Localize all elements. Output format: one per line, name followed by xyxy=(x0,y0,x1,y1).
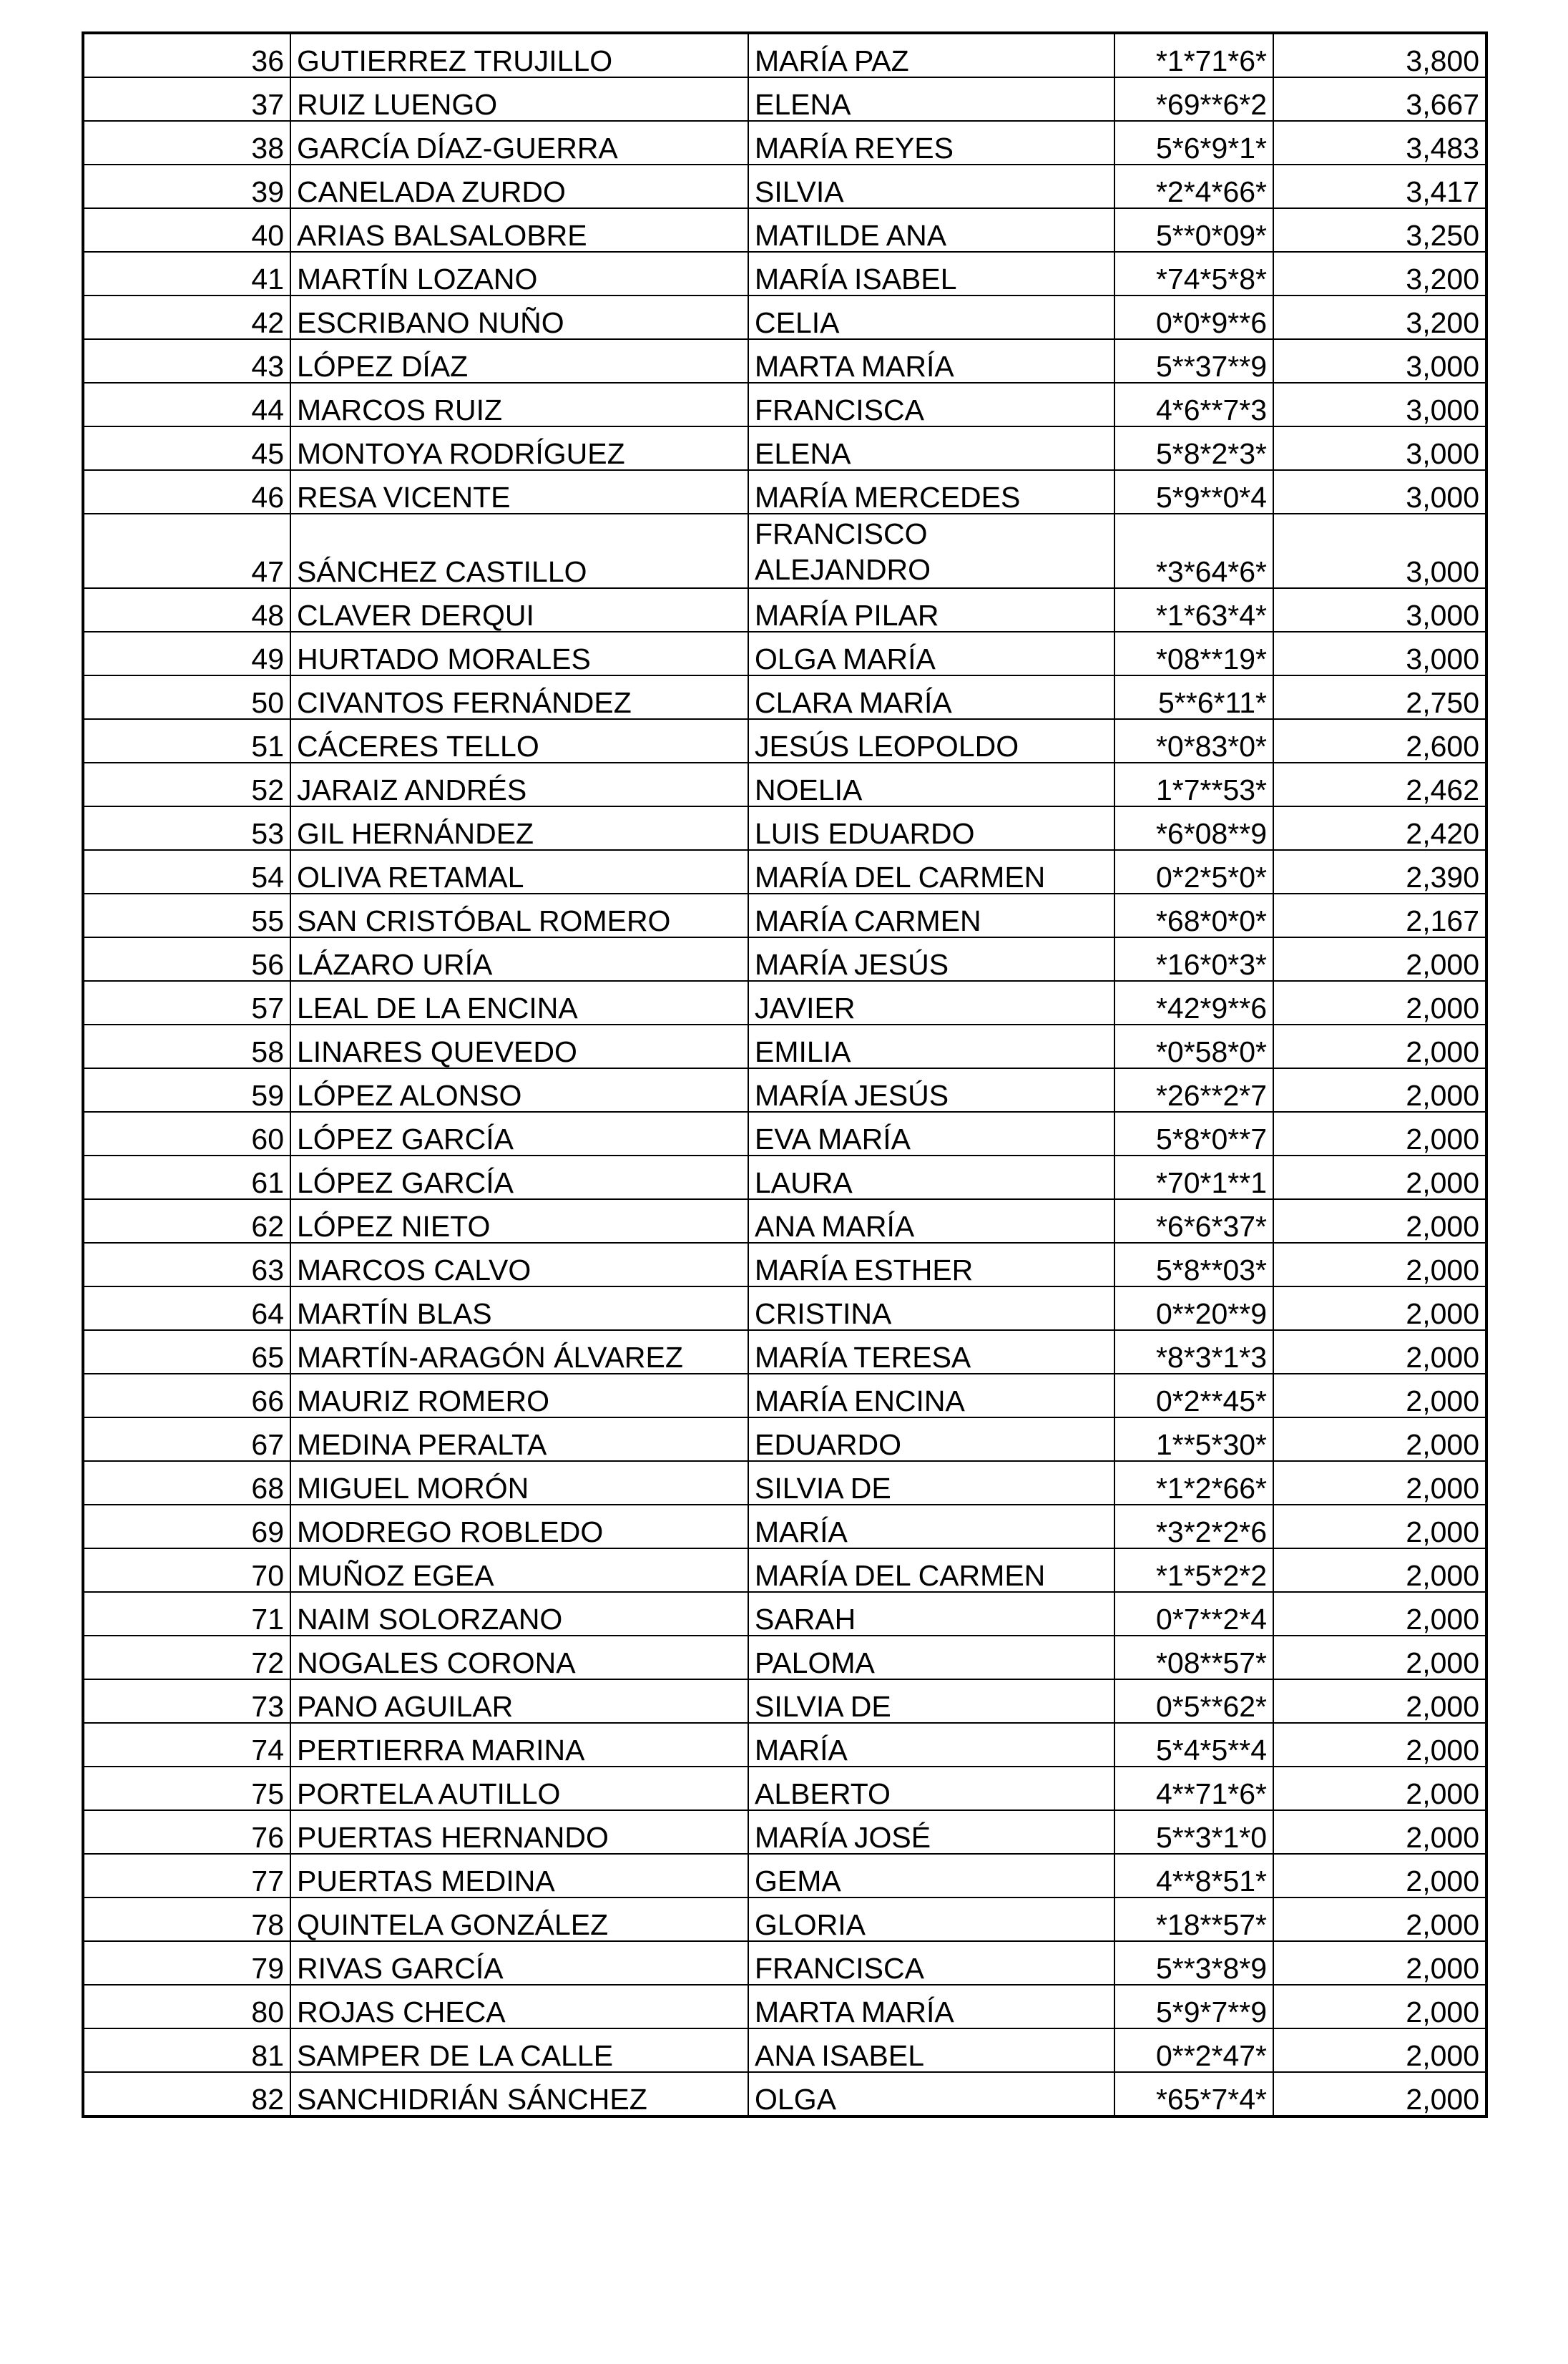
row-number: 43 xyxy=(83,339,290,383)
first-name-cell: MARÍA xyxy=(748,1723,1114,1767)
table-row xyxy=(83,426,1486,470)
first-name-cell: ANA MARÍA xyxy=(748,1199,1114,1243)
score-cell: 3,000 xyxy=(1273,514,1486,588)
score-cell: 3,000 xyxy=(1273,339,1486,383)
table-row xyxy=(83,1810,1486,1854)
id-cell: 5**6*11* xyxy=(1114,675,1273,719)
table-row xyxy=(83,252,1486,296)
id-cell: 5*8**03* xyxy=(1114,1243,1273,1286)
row-number: 45 xyxy=(83,426,290,470)
row-number: 57 xyxy=(83,981,290,1025)
row-number: 44 xyxy=(83,383,290,426)
id-cell: 0*0*9**6 xyxy=(1114,296,1273,339)
table-row xyxy=(83,77,1486,121)
id-cell: 0*2*5*0* xyxy=(1114,850,1273,894)
score-cell: 2,000 xyxy=(1273,1156,1486,1199)
surname-cell: GIL HERNÁNDEZ xyxy=(290,806,748,850)
candidate-table xyxy=(82,31,1488,2118)
surname-cell: PUERTAS HERNANDO xyxy=(290,1810,748,1854)
score-cell: 3,200 xyxy=(1273,296,1486,339)
id-cell: *42*9**6 xyxy=(1114,981,1273,1025)
id-cell: 5**37**9 xyxy=(1114,339,1273,383)
row-number: 72 xyxy=(83,1636,290,1679)
row-number: 64 xyxy=(83,1286,290,1330)
surname-cell: RIVAS GARCÍA xyxy=(290,1941,748,1985)
id-cell: 5*8*0**7 xyxy=(1114,1112,1273,1156)
score-cell: 2,000 xyxy=(1273,1286,1486,1330)
table-row xyxy=(83,1330,1486,1374)
row-number: 69 xyxy=(83,1505,290,1548)
id-cell: 5*8*2*3* xyxy=(1114,426,1273,470)
surname-cell: GARCÍA DÍAZ-GUERRA xyxy=(290,121,748,165)
id-cell: 0**2*47* xyxy=(1114,2028,1273,2072)
row-number: 53 xyxy=(83,806,290,850)
surname-cell: LÓPEZ DÍAZ xyxy=(290,339,748,383)
surname-cell: RESA VICENTE xyxy=(290,470,748,514)
id-cell: 4*6**7*3 xyxy=(1114,383,1273,426)
table-row xyxy=(83,981,1486,1025)
surname-cell: MARCOS RUIZ xyxy=(290,383,748,426)
score-cell: 2,000 xyxy=(1273,1461,1486,1505)
table-row xyxy=(83,937,1486,981)
row-number: 41 xyxy=(83,252,290,296)
id-cell: *3*64*6* xyxy=(1114,514,1273,588)
table-row xyxy=(83,1636,1486,1679)
score-cell: 3,000 xyxy=(1273,470,1486,514)
id-cell: 0*2**45* xyxy=(1114,1374,1273,1417)
row-number: 63 xyxy=(83,1243,290,1286)
row-number: 52 xyxy=(83,763,290,806)
id-cell: 0*7**2*4 xyxy=(1114,1592,1273,1636)
score-cell: 3,000 xyxy=(1273,383,1486,426)
id-cell: 5**0*09* xyxy=(1114,208,1273,252)
score-cell: 2,000 xyxy=(1273,1548,1486,1592)
score-cell: 3,000 xyxy=(1273,588,1486,632)
surname-cell: RUIZ LUENGO xyxy=(290,77,748,121)
surname-cell: CIVANTOS FERNÁNDEZ xyxy=(290,675,748,719)
table-row xyxy=(83,121,1486,165)
first-name-cell: MARÍA PAZ xyxy=(748,33,1114,77)
surname-cell: NAIM SOLORZANO xyxy=(290,1592,748,1636)
first-name-cell: OLGA xyxy=(748,2072,1114,2116)
row-number: 81 xyxy=(83,2028,290,2072)
table-row xyxy=(83,514,1486,588)
score-cell: 3,250 xyxy=(1273,208,1486,252)
surname-cell: PERTIERRA MARINA xyxy=(290,1723,748,1767)
row-number: 49 xyxy=(83,632,290,675)
surname-cell: MARTÍN-ARAGÓN ÁLVAREZ xyxy=(290,1330,748,1374)
id-cell: 1*7**53* xyxy=(1114,763,1273,806)
first-name-cell: ANA ISABEL xyxy=(748,2028,1114,2072)
table-row xyxy=(83,165,1486,208)
id-cell: *0*58*0* xyxy=(1114,1025,1273,1068)
surname-cell: ARIAS BALSALOBRE xyxy=(290,208,748,252)
first-name-cell: MARTA MARÍA xyxy=(748,339,1114,383)
score-cell: 2,000 xyxy=(1273,1199,1486,1243)
surname-cell: CÁCERES TELLO xyxy=(290,719,748,763)
row-number: 65 xyxy=(83,1330,290,1374)
id-cell: 1**5*30* xyxy=(1114,1417,1273,1461)
row-number: 73 xyxy=(83,1679,290,1723)
table-row xyxy=(83,1854,1486,1897)
surname-cell: LINARES QUEVEDO xyxy=(290,1025,748,1068)
table-row xyxy=(83,470,1486,514)
first-name-cell: MARÍA xyxy=(748,1505,1114,1548)
row-number: 78 xyxy=(83,1897,290,1941)
first-name-cell: NOELIA xyxy=(748,763,1114,806)
surname-cell: ROJAS CHECA xyxy=(290,1985,748,2028)
table-row xyxy=(83,763,1486,806)
first-name-cell: MARÍA JOSÉ xyxy=(748,1810,1114,1854)
id-cell: *8*3*1*3 xyxy=(1114,1330,1273,1374)
table-row xyxy=(83,806,1486,850)
id-cell: 5*6*9*1* xyxy=(1114,121,1273,165)
table-row xyxy=(83,1897,1486,1941)
first-name-cell: MARÍA ESTHER xyxy=(748,1243,1114,1286)
row-number: 70 xyxy=(83,1548,290,1592)
score-cell: 2,000 xyxy=(1273,1417,1486,1461)
surname-cell: LÓPEZ GARCÍA xyxy=(290,1156,748,1199)
surname-cell: MUÑOZ EGEA xyxy=(290,1548,748,1592)
table-row xyxy=(83,339,1486,383)
first-name-cell: EDUARDO xyxy=(748,1417,1114,1461)
surname-cell: LÓPEZ NIETO xyxy=(290,1199,748,1243)
first-name-cell: JESÚS LEOPOLDO xyxy=(748,719,1114,763)
table-row xyxy=(83,2028,1486,2072)
table-row xyxy=(83,588,1486,632)
surname-cell: MIGUEL MORÓN xyxy=(290,1461,748,1505)
row-number: 51 xyxy=(83,719,290,763)
table-row xyxy=(83,1374,1486,1417)
surname-cell: LÓPEZ ALONSO xyxy=(290,1068,748,1112)
score-cell: 3,417 xyxy=(1273,165,1486,208)
table-row xyxy=(83,1592,1486,1636)
surname-cell: LÁZARO URÍA xyxy=(290,937,748,981)
table-row xyxy=(83,1156,1486,1199)
row-number: 47 xyxy=(83,514,290,588)
first-name-cell: ELENA xyxy=(748,426,1114,470)
score-cell: 3,000 xyxy=(1273,632,1486,675)
surname-cell: PORTELA AUTILLO xyxy=(290,1767,748,1810)
first-name-cell: MARÍA REYES xyxy=(748,121,1114,165)
id-cell: *18**57* xyxy=(1114,1897,1273,1941)
score-cell: 2,000 xyxy=(1273,1636,1486,1679)
id-cell: 5*4*5**4 xyxy=(1114,1723,1273,1767)
id-cell: 0*5**62* xyxy=(1114,1679,1273,1723)
row-number: 71 xyxy=(83,1592,290,1636)
score-cell: 2,000 xyxy=(1273,1592,1486,1636)
id-cell: *68*0*0* xyxy=(1114,894,1273,937)
score-cell: 2,000 xyxy=(1273,2028,1486,2072)
row-number: 76 xyxy=(83,1810,290,1854)
first-name-cell: LAURA xyxy=(748,1156,1114,1199)
table-row xyxy=(83,1941,1486,1985)
row-number: 59 xyxy=(83,1068,290,1112)
first-name-cell: EVA MARÍA xyxy=(748,1112,1114,1156)
first-name-cell: SILVIA xyxy=(748,165,1114,208)
row-number: 61 xyxy=(83,1156,290,1199)
surname-cell: SANCHIDRIÁN SÁNCHEZ xyxy=(290,2072,748,2116)
id-cell: *6*6*37* xyxy=(1114,1199,1273,1243)
score-cell: 2,000 xyxy=(1273,1112,1486,1156)
surname-cell: PANO AGUILAR xyxy=(290,1679,748,1723)
table-row xyxy=(83,719,1486,763)
surname-cell: QUINTELA GONZÁLEZ xyxy=(290,1897,748,1941)
surname-cell: GUTIERREZ TRUJILLO xyxy=(290,33,748,77)
table-row xyxy=(83,296,1486,339)
score-cell: 2,000 xyxy=(1273,1068,1486,1112)
id-cell: *6*08**9 xyxy=(1114,806,1273,850)
surname-cell: ESCRIBANO NUÑO xyxy=(290,296,748,339)
row-number: 82 xyxy=(83,2072,290,2116)
first-name-cell: MARÍA JESÚS xyxy=(748,937,1114,981)
score-cell: 2,000 xyxy=(1273,981,1486,1025)
score-cell: 2,420 xyxy=(1273,806,1486,850)
surname-cell: LEAL DE LA ENCINA xyxy=(290,981,748,1025)
surname-cell: SAN CRISTÓBAL ROMERO xyxy=(290,894,748,937)
first-name-cell: GEMA xyxy=(748,1854,1114,1897)
id-cell: *2*4*66* xyxy=(1114,165,1273,208)
surname-cell: CANELADA ZURDO xyxy=(290,165,748,208)
table-row xyxy=(83,33,1486,77)
surname-cell: SAMPER DE LA CALLE xyxy=(290,2028,748,2072)
id-cell: *08**57* xyxy=(1114,1636,1273,1679)
id-cell: *69**6*2 xyxy=(1114,77,1273,121)
surname-cell: CLAVER DERQUI xyxy=(290,588,748,632)
first-name-cell: MARÍA MERCEDES xyxy=(748,470,1114,514)
surname-cell: MEDINA PERALTA xyxy=(290,1417,748,1461)
row-number: 66 xyxy=(83,1374,290,1417)
id-cell: *1*2*66* xyxy=(1114,1461,1273,1505)
score-cell: 2,000 xyxy=(1273,1723,1486,1767)
score-cell: 3,800 xyxy=(1273,33,1486,77)
surname-cell: MARCOS CALVO xyxy=(290,1243,748,1286)
score-cell: 3,200 xyxy=(1273,252,1486,296)
row-number: 54 xyxy=(83,850,290,894)
id-cell: 5*9**0*4 xyxy=(1114,470,1273,514)
first-name-cell: JAVIER xyxy=(748,981,1114,1025)
row-number: 77 xyxy=(83,1854,290,1897)
first-name-cell: FRANCISCO ALEJANDRO xyxy=(748,514,1114,588)
table-row xyxy=(83,1548,1486,1592)
score-cell: 2,000 xyxy=(1273,1374,1486,1417)
score-cell: 3,000 xyxy=(1273,426,1486,470)
first-name-cell: SILVIA DE xyxy=(748,1461,1114,1505)
table-row xyxy=(83,1417,1486,1461)
first-name-cell: MARÍA TERESA xyxy=(748,1330,1114,1374)
surname-cell: LÓPEZ GARCÍA xyxy=(290,1112,748,1156)
table-row xyxy=(83,1461,1486,1505)
row-number: 79 xyxy=(83,1941,290,1985)
first-name-cell: SARAH xyxy=(748,1592,1114,1636)
first-name-cell: MARÍA ENCINA xyxy=(748,1374,1114,1417)
first-name-cell: EMILIA xyxy=(748,1025,1114,1068)
row-number: 38 xyxy=(83,121,290,165)
table-row xyxy=(83,894,1486,937)
table-row xyxy=(83,1243,1486,1286)
table-row xyxy=(83,1112,1486,1156)
row-number: 46 xyxy=(83,470,290,514)
row-number: 58 xyxy=(83,1025,290,1068)
score-cell: 2,000 xyxy=(1273,1505,1486,1548)
table-row xyxy=(83,1199,1486,1243)
score-cell: 2,000 xyxy=(1273,1854,1486,1897)
first-name-cell: SILVIA DE xyxy=(748,1679,1114,1723)
score-cell: 2,000 xyxy=(1273,1243,1486,1286)
surname-cell: MODREGO ROBLEDO xyxy=(290,1505,748,1548)
id-cell: 5**3*8*9 xyxy=(1114,1941,1273,1985)
id-cell: 4**71*6* xyxy=(1114,1767,1273,1810)
first-name-cell: MARÍA DEL CARMEN xyxy=(748,850,1114,894)
first-name-cell: MARÍA JESÚS xyxy=(748,1068,1114,1112)
score-cell: 2,000 xyxy=(1273,1025,1486,1068)
id-cell: 4**8*51* xyxy=(1114,1854,1273,1897)
row-number: 62 xyxy=(83,1199,290,1243)
score-cell: 2,000 xyxy=(1273,1679,1486,1723)
row-number: 60 xyxy=(83,1112,290,1156)
score-cell: 3,483 xyxy=(1273,121,1486,165)
surname-cell: MONTOYA RODRÍGUEZ xyxy=(290,426,748,470)
first-name-cell: LUIS EDUARDO xyxy=(748,806,1114,850)
surname-cell: JARAIZ ANDRÉS xyxy=(290,763,748,806)
first-name-cell: GLORIA xyxy=(748,1897,1114,1941)
score-cell: 2,000 xyxy=(1273,1767,1486,1810)
first-name-cell: MARÍA PILAR xyxy=(748,588,1114,632)
first-name-cell: CRISTINA xyxy=(748,1286,1114,1330)
row-number: 75 xyxy=(83,1767,290,1810)
table-row xyxy=(83,632,1486,675)
score-cell: 2,000 xyxy=(1273,1330,1486,1374)
first-name-cell: ALBERTO xyxy=(748,1767,1114,1810)
row-number: 50 xyxy=(83,675,290,719)
id-cell: *70*1**1 xyxy=(1114,1156,1273,1199)
row-number: 74 xyxy=(83,1723,290,1767)
table-row xyxy=(83,208,1486,252)
id-cell: 0**20**9 xyxy=(1114,1286,1273,1330)
first-name-cell: ELENA xyxy=(748,77,1114,121)
surname-cell: OLIVA RETAMAL xyxy=(290,850,748,894)
surname-cell: NOGALES CORONA xyxy=(290,1636,748,1679)
row-number: 67 xyxy=(83,1417,290,1461)
id-cell: 5*9*7**9 xyxy=(1114,1985,1273,2028)
row-number: 80 xyxy=(83,1985,290,2028)
table-row xyxy=(83,1985,1486,2028)
table-row xyxy=(83,383,1486,426)
table-row xyxy=(83,1068,1486,1112)
table-row xyxy=(83,675,1486,719)
score-cell: 2,000 xyxy=(1273,1897,1486,1941)
score-cell: 2,390 xyxy=(1273,850,1486,894)
row-number: 37 xyxy=(83,77,290,121)
first-name-cell: MARÍA ISABEL xyxy=(748,252,1114,296)
id-cell: *1*5*2*2 xyxy=(1114,1548,1273,1592)
score-cell: 2,000 xyxy=(1273,2072,1486,2116)
score-cell: 2,462 xyxy=(1273,763,1486,806)
row-number: 40 xyxy=(83,208,290,252)
id-cell: *1*71*6* xyxy=(1114,33,1273,77)
surname-cell: MARTÍN LOZANO xyxy=(290,252,748,296)
score-cell: 2,000 xyxy=(1273,937,1486,981)
first-name-cell: OLGA MARÍA xyxy=(748,632,1114,675)
id-cell: *65*7*4* xyxy=(1114,2072,1273,2116)
row-number: 39 xyxy=(83,165,290,208)
row-number: 56 xyxy=(83,937,290,981)
id-cell: *26**2*7 xyxy=(1114,1068,1273,1112)
table-body xyxy=(83,33,1486,2116)
score-cell: 2,000 xyxy=(1273,1941,1486,1985)
row-number: 48 xyxy=(83,588,290,632)
table-row xyxy=(83,1767,1486,1810)
id-cell: 5**3*1*0 xyxy=(1114,1810,1273,1854)
score-cell: 2,000 xyxy=(1273,1810,1486,1854)
first-name-cell: FRANCISCA xyxy=(748,1941,1114,1985)
row-number: 36 xyxy=(83,33,290,77)
table-row xyxy=(83,850,1486,894)
id-cell: *0*83*0* xyxy=(1114,719,1273,763)
first-name-cell: MARÍA CARMEN xyxy=(748,894,1114,937)
first-name-cell: MATILDE ANA xyxy=(748,208,1114,252)
table-row xyxy=(83,1723,1486,1767)
id-cell: *1*63*4* xyxy=(1114,588,1273,632)
table-row xyxy=(83,1286,1486,1330)
first-name-cell: CLARA MARÍA xyxy=(748,675,1114,719)
table-row xyxy=(83,1505,1486,1548)
surname-cell: HURTADO MORALES xyxy=(290,632,748,675)
surname-cell: MAURIZ ROMERO xyxy=(290,1374,748,1417)
score-cell: 3,667 xyxy=(1273,77,1486,121)
id-cell: *16*0*3* xyxy=(1114,937,1273,981)
first-name-cell: PALOMA xyxy=(748,1636,1114,1679)
surname-cell: MARTÍN BLAS xyxy=(290,1286,748,1330)
score-cell: 2,000 xyxy=(1273,1985,1486,2028)
first-name-cell: MARÍA DEL CARMEN xyxy=(748,1548,1114,1592)
table-row xyxy=(83,2072,1486,2116)
table-row xyxy=(83,1679,1486,1723)
table-row xyxy=(83,1025,1486,1068)
row-number: 68 xyxy=(83,1461,290,1505)
score-cell: 2,600 xyxy=(1273,719,1486,763)
id-cell: *08**19* xyxy=(1114,632,1273,675)
surname-cell: PUERTAS MEDINA xyxy=(290,1854,748,1897)
row-number: 42 xyxy=(83,296,290,339)
first-name-cell: CELIA xyxy=(748,296,1114,339)
first-name-cell: MARTA MARÍA xyxy=(748,1985,1114,2028)
id-cell: *3*2*2*6 xyxy=(1114,1505,1273,1548)
surname-cell: SÁNCHEZ CASTILLO xyxy=(290,514,748,588)
score-cell: 2,750 xyxy=(1273,675,1486,719)
first-name-cell: FRANCISCA xyxy=(748,383,1114,426)
id-cell: *74*5*8* xyxy=(1114,252,1273,296)
row-number: 55 xyxy=(83,894,290,937)
score-cell: 2,167 xyxy=(1273,894,1486,937)
